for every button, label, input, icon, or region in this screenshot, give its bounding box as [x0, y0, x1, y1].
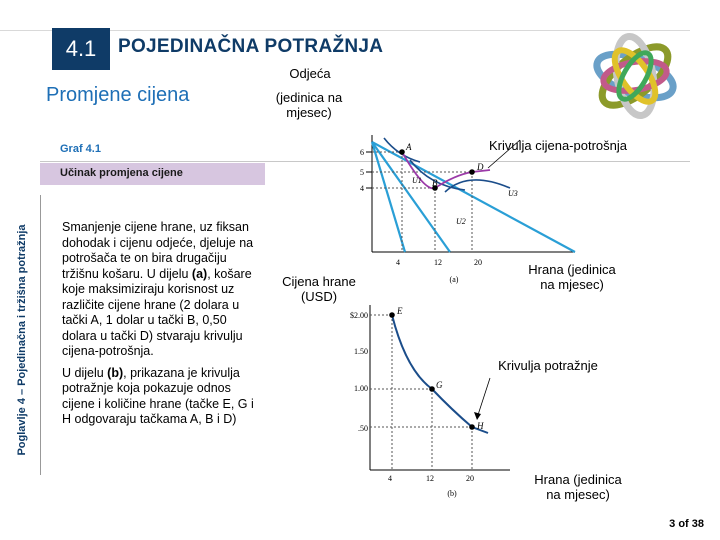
- paragraph-1-part: Smanjenje cijene hrane, uz fiksan dohodak i cijenu odjeće, djeluje na potrošača te on bira drugačiju tržišnu košaru. U dijelu: [62, 220, 254, 281]
- figure-title: Učinak promjena cijene: [60, 167, 183, 179]
- figure-title-band: [40, 163, 265, 185]
- paragraph-1-part: , košare koje maksimiziraju korisnost uz različite cijene hrane (2 dolara u tački A, 1 dolar u tački B, 0,50 dolara u tački D) stvaraju krivulju cijena-potrošnja.: [62, 266, 252, 358]
- panel-a-y-tick: 5: [360, 168, 364, 177]
- panel-b-x-tick: 4: [388, 474, 392, 483]
- point-a-label: A: [406, 142, 412, 152]
- chapter-sidebar: [14, 205, 30, 475]
- panel-b-y-tick: $2.00: [350, 311, 368, 320]
- page-subtitle: Promjene cijena: [46, 84, 190, 106]
- page-indicator: 3 of 38: [669, 518, 704, 530]
- panel-a-y-tick: 4: [360, 184, 364, 193]
- paragraph-1: [62, 220, 262, 360]
- section-number: 4.1: [65, 36, 97, 61]
- panel-a-x-tick: 12: [434, 258, 442, 267]
- point-b-label: B: [432, 178, 438, 188]
- panel-a-graph: [340, 130, 580, 290]
- curve-u3-label: U3: [508, 189, 518, 198]
- demand-curve: [392, 315, 488, 433]
- point-h-label: H: [477, 421, 484, 431]
- panel-a-tag: (a): [449, 275, 459, 284]
- point-e: [389, 312, 395, 318]
- point-g-label: G: [436, 380, 443, 390]
- panel-b-y-tick: 1.00: [354, 384, 368, 393]
- paragraph-2-bold: (b): [107, 365, 124, 380]
- paragraph-2-part: , prikazana je krivulja potražnje koja pokazuje odnos cijene i količine hrane (tačke E, G i H odgovaraju tačkama A, B i D): [62, 365, 254, 426]
- panel-b-y-tick: 1.50: [354, 347, 368, 356]
- clothing-axis-label: Odjeća: [289, 66, 331, 81]
- paragraph-1-bold: (a): [191, 266, 208, 281]
- demand-pointer-arrowhead: [474, 412, 481, 420]
- pcc-pointer: [488, 140, 520, 168]
- curve-u1-label: U1: [412, 176, 422, 185]
- panel-b-x-tick: 12: [426, 474, 434, 483]
- point-d: [469, 169, 475, 175]
- budget-line-1: [372, 142, 405, 252]
- curve-u2-label: U2: [456, 217, 466, 226]
- figure-caption: Graf 4.1: [60, 143, 101, 155]
- sidebar-rule: [40, 195, 41, 475]
- body-text: [62, 220, 262, 434]
- point-h: [469, 424, 475, 430]
- panel-b-y-tick: .50: [358, 424, 368, 433]
- point-g: [429, 386, 435, 392]
- pcc-label: Krivulja cijena-potrošnja: [488, 138, 627, 153]
- clothing-units-label: (jedinica na mjesec): [275, 90, 343, 120]
- panel-b-tag: (b): [447, 489, 457, 498]
- panel-a-x-tick: 4: [396, 258, 400, 267]
- point-a: [399, 149, 405, 155]
- food-axis-a-label: Hrana (jedinica na mjesec): [528, 262, 616, 292]
- food-axis-b-label: Hrana (jedinica na mjesec): [534, 472, 622, 502]
- chapter-label: Poglavlje 4 – Pojedinačna i tržišna potražnja: [16, 224, 28, 456]
- page-title: POJEDINAČNA POTRAŽNJA: [118, 36, 384, 57]
- panel-b-graph: [340, 300, 520, 505]
- section-badge: [52, 28, 110, 70]
- panel-a-x-tick: 20: [474, 258, 482, 267]
- paragraph-2-part: U dijelu: [62, 365, 108, 380]
- panel-b-x-tick: 20: [466, 474, 474, 483]
- food-price-axis-label: Cijena hrane (USD): [282, 274, 356, 304]
- point-d-label: D: [477, 162, 484, 172]
- demand-curve-label: Krivulja potražnje: [498, 358, 598, 373]
- demand-pointer: [477, 378, 490, 418]
- point-e-label: E: [397, 306, 403, 316]
- rings-logo: [585, 26, 685, 126]
- paragraph-2: [62, 366, 262, 428]
- panel-a-y-tick: 6: [360, 148, 364, 157]
